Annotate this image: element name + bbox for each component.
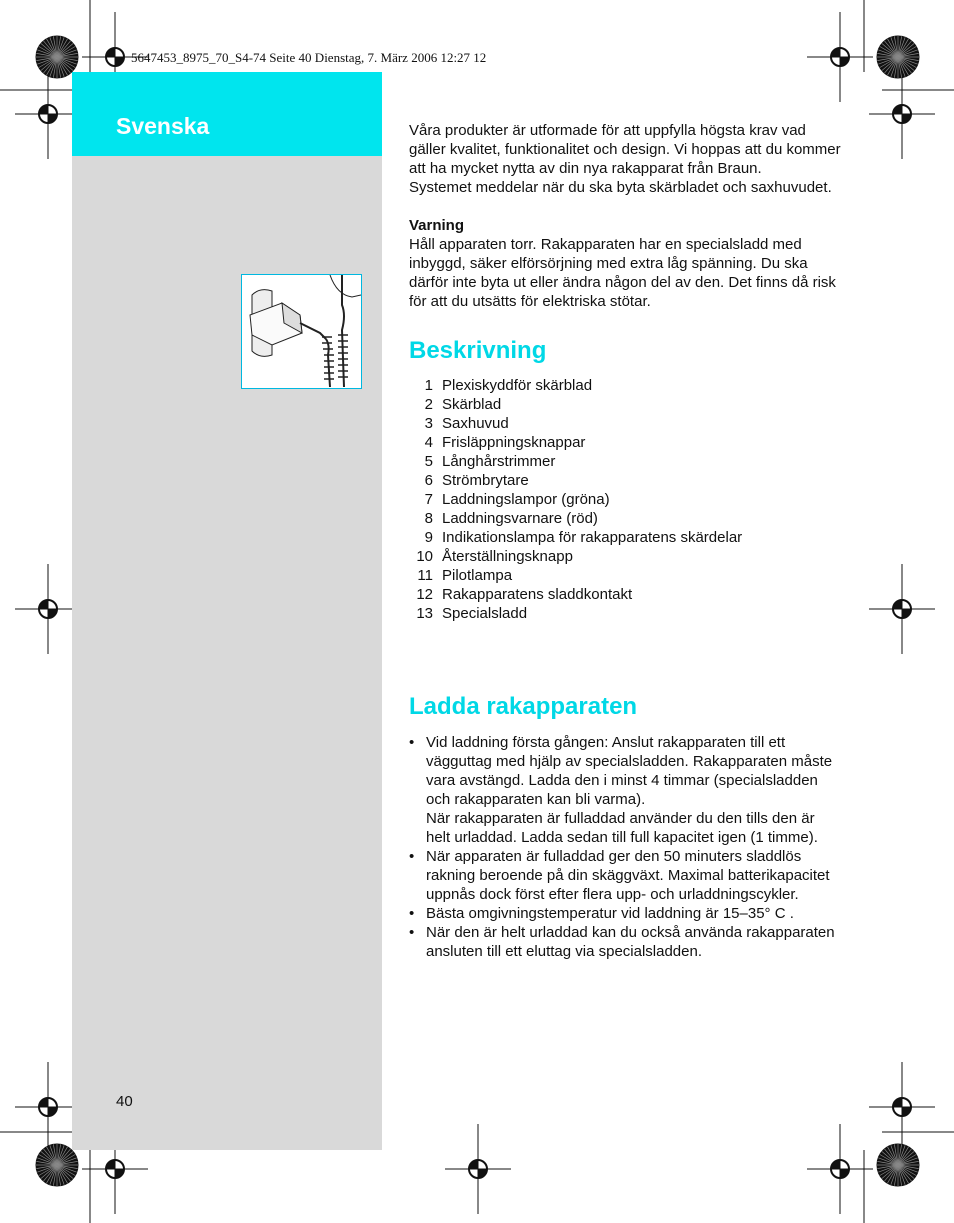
list-item bbox=[409, 923, 841, 961]
main-content bbox=[409, 121, 841, 961]
plug-illustration-graphic bbox=[242, 275, 361, 388]
part-label: Återställningsknapp bbox=[442, 548, 573, 565]
bullet-text: Vid laddning första gången: Anslut rakapparaten till ett vägguttag med hjälp av specialsladden. Rakapparaten måste vara avstängd. Ladda den i minst 4 timmar (specialsladden och rakapparaten kan bli varma). bbox=[426, 734, 833, 808]
part-number: 1 bbox=[424, 377, 433, 394]
list-item bbox=[409, 904, 841, 923]
part-label: Laddningsvarnare (röd) bbox=[442, 510, 598, 527]
intro-paragraph-2: Systemet meddelar när du ska byta skärbladet och saxhuvudet. bbox=[409, 179, 832, 196]
intro-paragraph-1: Våra produkter är utformade för att uppfylla högsta krav vad gäller kvalitet, funktionalitet och design. Vi hoppas att du kommer att ha mycket nytta av din nya rakapparat från Braun. bbox=[409, 122, 841, 177]
part-label: Specialsladd bbox=[442, 605, 528, 622]
warning-text: Håll apparaten torr. Rakapparaten har en specialsladd med inbyggd, säker elförsörjning med extra låg spänning. Du ska därför inte byta ut eller ändra någon del av den. Det finns då risk för att du utsätts för elektriska stötar. bbox=[409, 236, 836, 310]
list-item bbox=[409, 452, 841, 471]
list-item bbox=[409, 528, 841, 547]
list-item bbox=[409, 471, 841, 490]
sidebar-panel bbox=[72, 72, 382, 1150]
list-item bbox=[409, 433, 841, 452]
bullet-continuation: När rakapparaten är fulladdad använder du den tills den är helt urladdad. Ladda sedan till full kapacitet igen (1 timme). bbox=[426, 810, 818, 846]
part-label: Långhårstrimmer bbox=[442, 453, 556, 470]
language-title: Svenska bbox=[116, 113, 210, 139]
part-label: Strömbrytare bbox=[442, 472, 529, 489]
list-item bbox=[409, 566, 841, 585]
list-item bbox=[409, 585, 841, 604]
part-number: 10 bbox=[416, 548, 433, 565]
list-item bbox=[409, 490, 841, 509]
part-number: 9 bbox=[424, 529, 433, 546]
bullet-icon: • bbox=[409, 734, 415, 751]
list-item bbox=[409, 376, 841, 395]
list-item bbox=[409, 604, 841, 623]
part-number: 5 bbox=[424, 453, 433, 470]
part-number: 13 bbox=[416, 605, 433, 622]
bullet-icon: • bbox=[409, 924, 415, 941]
part-number: 4 bbox=[424, 434, 433, 451]
list-item bbox=[409, 395, 841, 414]
bullet-text: Bästa omgivningstemperatur vid laddning är 15–35° C . bbox=[426, 905, 794, 922]
part-number: 6 bbox=[424, 472, 433, 489]
list-item bbox=[409, 733, 841, 847]
list-item bbox=[409, 414, 841, 433]
warning-title: Varning bbox=[409, 217, 465, 234]
bullet-icon: • bbox=[409, 905, 415, 922]
list-item bbox=[409, 547, 841, 566]
part-label: Pilotlampa bbox=[442, 567, 513, 584]
part-number: 2 bbox=[424, 396, 433, 413]
charging-bullets bbox=[409, 733, 841, 961]
part-label: Indikationslampa för rakapparatens skärdelar bbox=[442, 529, 743, 546]
part-number: 8 bbox=[424, 510, 433, 527]
part-label: Rakapparatens sladdkontakt bbox=[442, 586, 633, 603]
part-label: Skärblad bbox=[442, 396, 502, 413]
description-heading: Beskrivning bbox=[409, 337, 547, 364]
part-number: 11 bbox=[417, 567, 433, 584]
bullet-text: När den är helt urladdad kan du också använda rakapparaten ansluten till ett eluttag via specialsladden. bbox=[426, 924, 835, 960]
part-label: Frisläppningsknappar bbox=[442, 434, 586, 451]
part-label: Plexiskyddför skärblad bbox=[442, 377, 593, 394]
list-item bbox=[409, 847, 841, 904]
page-number: 40 bbox=[116, 1093, 133, 1110]
charging-heading: Ladda rakapparaten bbox=[409, 693, 638, 720]
list-item bbox=[409, 509, 841, 528]
bullet-icon: • bbox=[409, 848, 415, 865]
parts-list bbox=[409, 376, 841, 623]
plug-cord-illustration bbox=[241, 274, 362, 389]
part-number: 3 bbox=[424, 415, 433, 432]
bullet-text: När apparaten är fulladdad ger den 50 minuters sladdlös rakning beroende på din skäggväxt. Maximal batterikapacitet uppnås dock först efter flera upp- och urladdningscykler. bbox=[426, 848, 830, 903]
part-number: 7 bbox=[424, 491, 433, 508]
part-label: Laddningslampor (gröna) bbox=[442, 491, 610, 508]
part-label: Saxhuvud bbox=[442, 415, 509, 432]
print-header: 5647453_8975_70_S4-74 Seite 40 Dienstag, 7. März 2006 12:27 12 bbox=[131, 50, 487, 65]
part-number: 12 bbox=[416, 586, 433, 603]
